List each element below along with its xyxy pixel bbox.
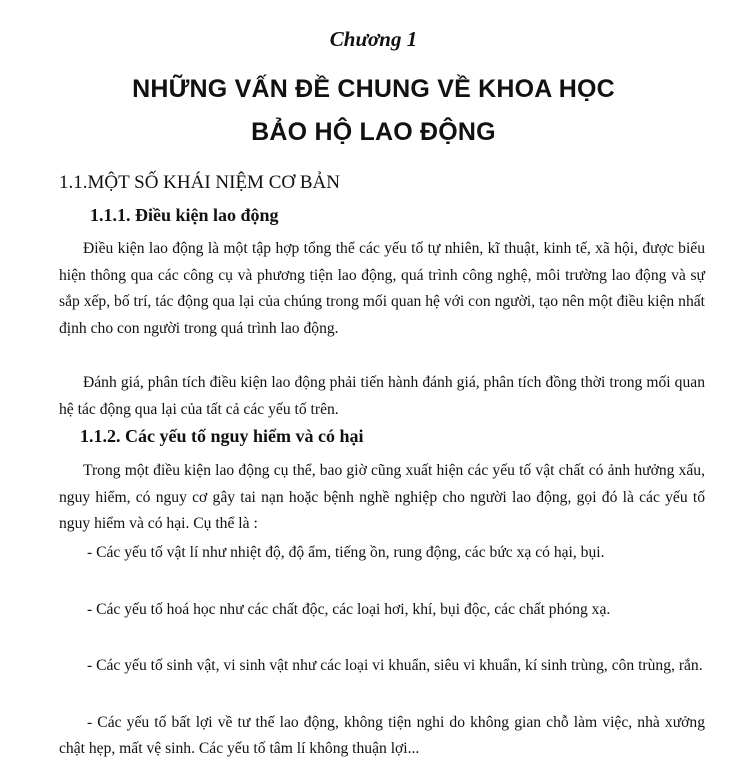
section-heading: 1.1.MỘT SỐ KHÁI NIỆM CƠ BẢN	[59, 172, 340, 193]
subsection-heading-2: 1.1.2. Các yếu tố nguy hiểm và có hại	[80, 426, 364, 446]
chapter-title-line-1: NHỮNG VẤN ĐỀ CHUNG VỀ KHOA HỌC	[132, 75, 615, 103]
list-item-biological: - Các yếu tố sinh vật, vi sinh vật như các loại vi khuẩn, siêu vi khuẩn, kí sinh trùng, côn trùng, rắn.	[87, 657, 703, 674]
paragraph-working-conditions: Điều kiện lao động là một tập hợp tổng thể các yếu tố tự nhiên, kĩ thuật, kinh tế, xã hội, được biểu hiện thông qua các công cụ và phương tiện lao động, quá trình công nghệ, môi trường lao động và sự sắp xếp, bố trí, tác động qua lại của chúng trong mối quan hệ với con người, tạo nên một điều kiện nhất định cho con người trong quá trình lao động.	[59, 240, 705, 337]
chapter-label: Chương 1	[329, 27, 418, 51]
list-item-ergonomic: - Các yếu tố bất lợi về tư thế lao động, không tiện nghi do không gian chỗ làm việc, nhà xưởng chật hẹp, mất vệ sinh. Các yếu tố tâm lí không thuận lợi...	[59, 714, 705, 757]
paragraph-assessment: Đánh giá, phân tích điều kiện lao động phải tiến hành đánh giá, phân tích đồng thời trong mối quan hệ tác động qua lại của tất cả các yếu tố trên.	[59, 374, 705, 418]
chapter-title-line-2: BẢO HỘ LAO ĐỘNG	[251, 118, 496, 146]
paragraph-hazard-factors: Trong một điều kiện lao động cụ thể, bao giờ cũng xuất hiện các yếu tố vật chất có ảnh hưởng xấu, nguy hiểm, có nguy cơ gây tai nạn hoặc bệnh nghề nghiệp cho người lao động, gọi đó là các yếu tố nguy hiểm và có hại. Cụ thể là :	[59, 462, 705, 532]
subsection-heading-1: 1.1.1. Điều kiện lao động	[90, 205, 279, 225]
list-item-chemical: - Các yếu tố hoá học như các chất độc, các loại hơi, khí, bụi độc, các chất phóng xạ.	[87, 601, 611, 618]
list-item-physical: - Các yếu tố vật lí như nhiệt độ, độ ẩm, tiếng ồn, rung động, các bức xạ có hại, bụi.	[87, 544, 605, 561]
